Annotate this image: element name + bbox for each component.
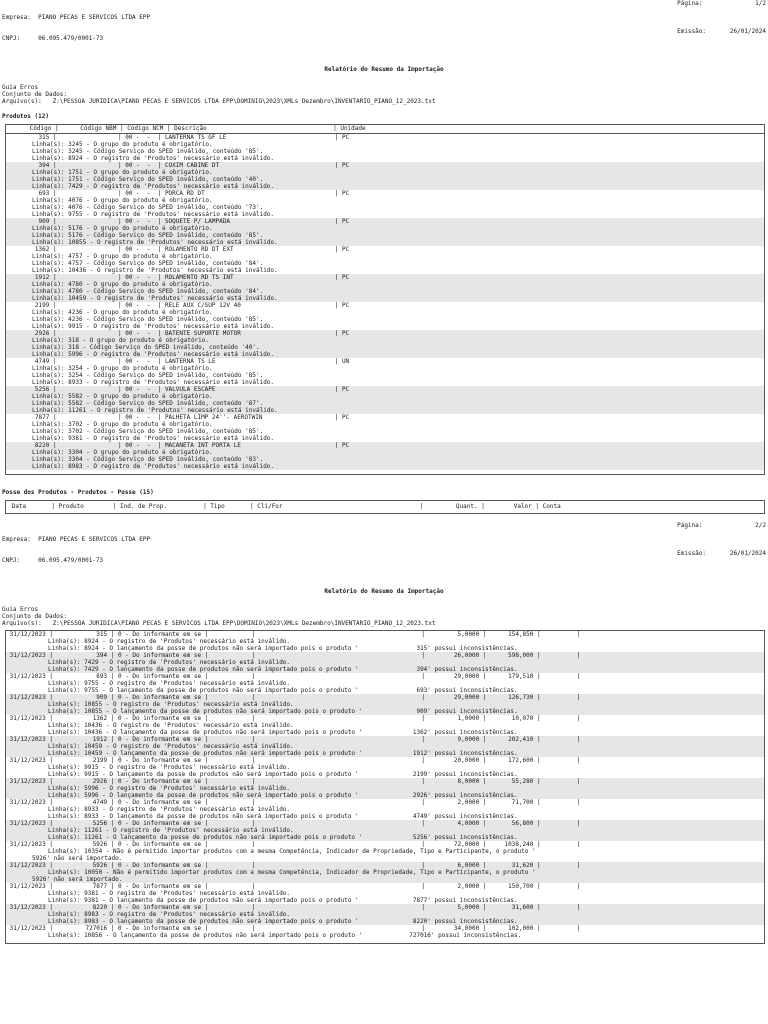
row-error-line: Linha(s): 10050 - Não é permitido importar produtos com a mesma Competência, Indicador de Propriedade, Tipo e Participante, o produto ' — [48, 869, 536, 876]
row-error-line: Linha(s): 3702 - O grupo do produto é obrigatório. — [32, 421, 213, 428]
page-header-2 — [2, 522, 766, 578]
posse-table-header-box — [5, 500, 765, 514]
row-main: 31/12/2023 | 5256 | 0 - Do informante em se | | | 4,0000 | 56,800 | | — [6, 820, 581, 827]
empresa-label: Empresa: — [2, 14, 31, 21]
row-main: 909 | | 00 - - | SOQUETE P/ LAMPADA | PC — [6, 218, 350, 225]
emission-date: 26/01/2024 — [729, 550, 766, 557]
table-row — [6, 218, 764, 246]
row-main: 315 | | 00 - - | LANTERNA TS GF LE | PC — [6, 134, 350, 141]
row-error-line: Linha(s): 8983 - O registro de 'Produtos' necessário está inválido. — [48, 911, 291, 918]
row-error-line: Linha(s): 8924 - O registro de 'Produtos' necessário está inválido. — [48, 638, 291, 645]
row-main: 2199 | | 00 - - | RELE AUX C/SUP 12V 40 | PC — [6, 302, 350, 309]
table-row — [6, 820, 764, 841]
table-row — [6, 631, 764, 652]
row-error-line: Linha(s): 11261 - O registro de 'Produtos' necessário está inválido. — [32, 407, 278, 414]
row-error-line: Linha(s): 9381 - O registro de 'Produtos' necessário está inválido. — [48, 890, 291, 897]
posse-table-body — [6, 631, 764, 939]
page-info-2 — [677, 522, 766, 578]
row-main: 7877 | | 00 - - | PALHETA LIMP 24''- AEROTWIN | PC — [6, 414, 350, 421]
row-error-line: Linha(s): 7429 - O registro de 'Produtos' necessário está inválido. — [48, 659, 291, 666]
row-error-line: Linha(s): 9755 - O registro de 'Produtos' necessário está inválido. — [32, 211, 275, 218]
row-main: 31/12/2023 | 727016 | 0 - Do informante em se | | | 34,0000 | 102,000 | | — [6, 925, 581, 932]
row-error-line: Linha(s): 5996 - O lançamento da posse de produtos não será importado pois o produto ' 2926' possui inconsistências. — [48, 792, 518, 799]
emissao-label: Emissão: — [677, 550, 706, 557]
report-title-2: Relatório do Resumo da Importação — [324, 588, 444, 595]
row-error-line: Linha(s): 5996 - O registro de 'Produtos' necessário está inválido. — [48, 785, 291, 792]
guia-label: Guia Erros — [2, 84, 39, 91]
row-main: 31/12/2023 | 5926 | 0 - Do informante em se | | | 72,0000 | 1038,240 | | — [6, 841, 581, 848]
row-error-line: Linha(s): 10855 - O lançamento da posse de produtos não será importado pois o produto ' 909' possui inconsistências. — [48, 708, 518, 715]
table-row — [6, 442, 764, 470]
table-row — [6, 799, 764, 820]
row-error-line: Linha(s): 1751 - Código Serviço do SPED inválido, conteúdo '40'. — [32, 176, 264, 183]
cnpj-value: 06.095.479/0001-73 — [38, 557, 104, 564]
row-error-line: Linha(s): 9381 - O registro de 'Produtos' necessário está inválido. — [32, 435, 275, 442]
posse-table-header: Data | Produto | Ind. de Prop. | Tipo | Cli/For | Quant. | Valor | Conta — [8, 503, 561, 510]
row-error-line: Linha(s): 4757 - O grupo do produto é obrigatório. — [32, 253, 213, 260]
row-error-line: Linha(s): 3254 - O grupo do produto é obrigatório. — [32, 365, 213, 372]
table-row — [6, 162, 764, 190]
row-error-line: Linha(s): 7429 - O lançamento da posse de produtos não será importado pois o produto ' 394' possui inconsistências. — [48, 666, 518, 673]
row-main: 4749 | | 00 - - | LANTERNA TS LE | UN — [6, 358, 350, 365]
page-number: 1/2 — [755, 0, 766, 7]
table-row — [6, 274, 764, 302]
row-error-line: Linha(s): 4780 - O grupo do produto é obrigatório. — [32, 281, 213, 288]
table-row — [6, 673, 764, 694]
produtos-section-title: Produtos (12) — [2, 113, 49, 120]
table-row — [6, 715, 764, 736]
row-error-line: Linha(s): 10856 - O lançamento da posse de produtos não será importado pois o produto ' 727016' possui inconsistências. — [48, 932, 522, 939]
row-error-line: Linha(s): 10459 - O lançamento da posse de produtos não será importado pois o produto ' 1912' possui inconsistências. — [48, 750, 518, 757]
produtos-table-header: Código | Código NBM | Código NCM | Descrição | Unidade — [6, 125, 764, 134]
table-row — [6, 904, 764, 925]
row-main: 31/12/2023 | 1362 | 0 - Do informante em se | | | 1,0000 | 10,070 | | — [6, 715, 581, 722]
emissao-label: Emissão: — [677, 28, 706, 35]
table-row — [6, 757, 764, 778]
row-error-line: Linha(s): 5176 - O grupo do produto é obrigatório. — [32, 225, 213, 232]
report-title: Relatório do Resumo da Importação — [324, 66, 444, 73]
row-main: 5256 | | 00 - - | VALVULA ESCAPE | PC — [6, 386, 350, 393]
table-row — [6, 246, 764, 274]
row-error-line: Linha(s): 9915 - O lançamento da posse de produtos não será importado pois o produto ' 2199' possui inconsistências. — [48, 771, 518, 778]
table-row — [6, 414, 764, 442]
row-error-line: Linha(s): 3254 - Código Serviço do SPED inválido, conteúdo '85'. — [32, 372, 264, 379]
row-error-line: Linha(s): 9755 - O lançamento da posse de produtos não será importado pois o produto ' 693' possui inconsistências. — [48, 687, 518, 694]
table-row — [6, 358, 764, 386]
row-main: 693 | | 00 - - | PORCA RD DT | PC — [6, 190, 350, 197]
row-error-line: Linha(s): 10436 - O lançamento da posse de produtos não será importado pois o produto ' 1362' possui inconsistências. — [48, 729, 518, 736]
pagina-label: Página: — [677, 522, 703, 529]
row-error-line: Linha(s): 11261 - O lançamento da posse de produtos não será importado pois o produto ' 5256' possui inconsistências. — [48, 834, 518, 841]
row-error-line: Linha(s): 10436 - O registro de 'Produtos' necessário está inválido. — [32, 267, 278, 274]
row-error-line: Linha(s): 7429 - O registro de 'Produtos' necessário está inválido. — [32, 183, 275, 190]
arquivo-path-2: Arquivo(s): Z:\PESSOA JURIDICA\PIANO PECAS E SERVICOS LTDA EPP\DOMINIO\2023\XMLs Dezembro\INVENTARIO_PIANO_12_2023.txt — [2, 620, 436, 627]
row-error-line: Linha(s): 10459 - O registro de 'Produtos' necessário está inválido. — [32, 295, 278, 302]
row-main: 31/12/2023 | 5926 | 0 - Do informante em se | | | 6,0000 | 31,620 | | — [6, 862, 581, 869]
row-error-line: Linha(s): 10855 - O registro de 'Produtos' necessário está inválido. — [48, 701, 294, 708]
row-error-line: Linha(s): 4757 - Código Serviço do SPED inválido, conteúdo '84'. — [32, 260, 264, 267]
produtos-table-body — [6, 134, 764, 470]
row-error-line: Linha(s): 4076 - Código Serviço do SPED inválido, conteúdo '73'. — [32, 204, 264, 211]
row-main: 31/12/2023 | 1912 | 0 - Do informante em se | | | 9,0000 | 202,410 | | — [6, 736, 581, 743]
table-row — [6, 652, 764, 673]
row-error-line: Linha(s): 3304 - O grupo do produto é obrigatório. — [32, 449, 213, 456]
table-row — [6, 862, 764, 883]
table-row — [6, 841, 764, 862]
table-row — [6, 330, 764, 358]
table-row — [6, 694, 764, 715]
row-error-line: Linha(s): 5582 - O grupo do produto é obrigatório. — [32, 393, 213, 400]
cnpj-label: CNPJ: — [2, 557, 21, 564]
table-row — [6, 386, 764, 414]
row-error-line: Linha(s): 8924 - O lançamento da posse de produtos não será importado pois o produto ' 315' possui inconsistências. — [48, 645, 518, 652]
table-row — [6, 925, 764, 939]
row-error-line: Linha(s): 4236 - O grupo do produto é obrigatório. — [32, 309, 213, 316]
row-error-line: Linha(s): 3702 - Código Serviço do SPED inválido, conteúdo '85'. — [32, 428, 264, 435]
row-error-line: Linha(s): 10436 - O registro de 'Produtos' necessário está inválido. — [48, 722, 294, 729]
row-error-line: Linha(s): 318 - Código Serviço do SPED inválido, conteúdo '40'. — [32, 344, 260, 351]
row-main: 1912 | | 00 - - | ROLAMENTO RD TS INT | PC — [6, 274, 350, 281]
row-error-line: Linha(s): 10855 - O registro de 'Produtos' necessário está inválido. — [32, 239, 278, 246]
page-number: 2/2 — [755, 522, 766, 529]
row-main: 31/12/2023 | 693 | 0 - Do informante em se | | | 29,0000 | 179,510 | | — [6, 673, 581, 680]
row-main: 2926 | | 00 - - | BATENTE SUPORTE MOTOR | PC — [6, 330, 350, 337]
report-page-2 — [0, 522, 768, 944]
posse-table — [5, 630, 765, 944]
row-error-line: Linha(s): 8933 - O registro de 'Produtos' necessário está inválido. — [32, 379, 275, 386]
row-error-line: Linha(s): 8983 - O registro de 'Produtos' necessário está inválido. — [32, 463, 275, 470]
row-error-line: Linha(s): 8983 - O lançamento da posse de produtos não será importado pois o produto ' 8220' possui inconsistências. — [48, 918, 518, 925]
table-row — [6, 736, 764, 757]
row-main: 1362 | | 00 - - | ROLAMENTO RD DT EXT | PC — [6, 246, 350, 253]
row-error-line: Linha(s): 4236 - Código Serviço do SPED inválido, conteúdo '85'. — [32, 316, 264, 323]
pagina-label: Página: — [677, 0, 703, 7]
company-name: PIANO PECAS E SERVICOS LTDA EPP — [38, 14, 151, 21]
row-error-line: Linha(s): 4780 - Código Serviço do SPED inválido, conteúdo '84'. — [32, 288, 264, 295]
row-error-line: Linha(s): 9915 - O registro de 'Produtos' necessário está inválido. — [48, 764, 291, 771]
row-error-line: Linha(s): 8933 - O lançamento da posse de produtos não será importado pois o produto ' 4749' possui inconsistências. — [48, 813, 518, 820]
table-row — [6, 134, 764, 162]
row-error-line: Linha(s): 8924 - O registro de 'Produtos' necessário está inválido. — [32, 155, 275, 162]
row-error-line: Linha(s): 3245 - Código Serviço do SPED inválido, conteúdo '85'. — [32, 148, 264, 155]
row-main: 31/12/2023 | 7877 | 0 - Do informante em se | | | 2,0000 | 150,700 | | — [6, 883, 581, 890]
row-main: 31/12/2023 | 394 | 0 - Do informante em se | | | 26,0000 | 598,000 | | — [6, 652, 581, 659]
company-block — [2, 0, 150, 56]
row-error-line: Linha(s): 3245 - O grupo do produto é obrigatório. — [32, 141, 213, 148]
row-error-line: Linha(s): 10459 - O registro de 'Produtos' necessário está inválido. — [48, 743, 294, 750]
guia-label-2: Guia Erros — [2, 606, 39, 613]
row-main: 31/12/2023 | 8220 | 0 - Do informante em se | | | 5,0000 | 31,600 | | — [6, 904, 581, 911]
row-error-line: Linha(s): 5176 - Código Serviço do SPED inválido, conteúdo '85'. — [32, 232, 264, 239]
table-row — [6, 883, 764, 904]
row-main: 394 | | 00 - - | COXIM CABINE DT | PC — [6, 162, 350, 169]
arquivo-path: Arquivo(s): Z:\PESSOA JURIDICA\PIANO PECAS E SERVICOS LTDA EPP\DOMINIO\2023\XMLs Dezembro\INVENTARIO_PIANO_12_2023.txt — [2, 98, 436, 105]
row-error-line: Linha(s): 5582 - Código Serviço do SPED inválido, conteúdo '87'. — [32, 400, 264, 407]
row-main: 31/12/2023 | 2926 | 0 - Do informante em se | | | 8,0000 | 55,280 | | — [6, 778, 581, 785]
row-error-line: Linha(s): 4076 - O grupo do produto é obrigatório. — [32, 197, 213, 204]
row-error-line: Linha(s): 9381 - O lançamento da posse de produtos não será importado pois o produto ' 7877' possui inconsistências. — [48, 897, 518, 904]
row-main: 31/12/2023 | 2199 | 0 - Do informante em se | | | 20,0000 | 172,600 | | — [6, 757, 581, 764]
row-error-line: Linha(s): 318 - O grupo do produto é obrigatório. — [32, 337, 210, 344]
page-header — [2, 0, 766, 56]
table-row — [6, 302, 764, 330]
empresa-label: Empresa: — [2, 536, 31, 543]
company-name: PIANO PECAS E SERVICOS LTDA EPP — [38, 536, 151, 543]
cnpj-label: CNPJ: — [2, 35, 21, 42]
row-error-line: Linha(s): 5996 - O registro de 'Produtos' necessário está inválido. — [32, 351, 275, 358]
posse-section-title: Posse dos Produtos - Produtos - Posse (15) — [2, 489, 154, 496]
table-row — [6, 190, 764, 218]
produtos-table — [5, 124, 765, 475]
row-error-line: 5926' não será importado. — [32, 876, 123, 883]
conjunto-label: Conjunto de Dados: — [2, 91, 68, 98]
row-error-line: Linha(s): 9755 - O registro de 'Produtos' necessário está inválido. — [48, 680, 291, 687]
row-error-line: Linha(s): 9915 - O registro de 'Produtos' necessário está inválido. — [32, 323, 275, 330]
row-error-line: Linha(s): 10354 - Não é permitido importar produtos com a mesma Competência, Indicador de Propriedade, Tipo e Participante, o produto ' — [48, 848, 536, 855]
row-error-line: Linha(s): 8933 - O registro de 'Produtos' necessário está inválido. — [48, 806, 291, 813]
row-error-line: Linha(s): 1751 - O grupo do produto é obrigatório. — [32, 169, 213, 176]
conjunto-label-2: Conjunto de Dados: — [2, 613, 68, 620]
table-row — [6, 778, 764, 799]
row-error-line: 5926' não será importado. — [32, 855, 123, 862]
row-main: 31/12/2023 | 315 | 0 - Do informante em se | | | 5,0000 | 154,850 | | — [6, 631, 581, 638]
row-main: 8220 | | 00 - - | MACANETA INT PORTA LE | PC — [6, 442, 350, 449]
row-error-line: Linha(s): 3304 - Código Serviço do SPED inválido, conteúdo '83'. — [32, 456, 264, 463]
row-main: 31/12/2023 | 4749 | 0 - Do informante em se | | | 2,0000 | 71,700 | | — [6, 799, 581, 806]
row-error-line: Linha(s): 11261 - O registro de 'Produtos' necessário está inválido. — [48, 827, 294, 834]
emission-date: 26/01/2024 — [729, 28, 766, 35]
row-main: 31/12/2023 | 909 | 0 - Do informante em se | | | 29,0000 | 126,730 | | — [6, 694, 581, 701]
page-info — [677, 0, 766, 56]
company-block-2 — [2, 522, 150, 578]
cnpj-value: 06.095.479/0001-73 — [38, 35, 104, 42]
